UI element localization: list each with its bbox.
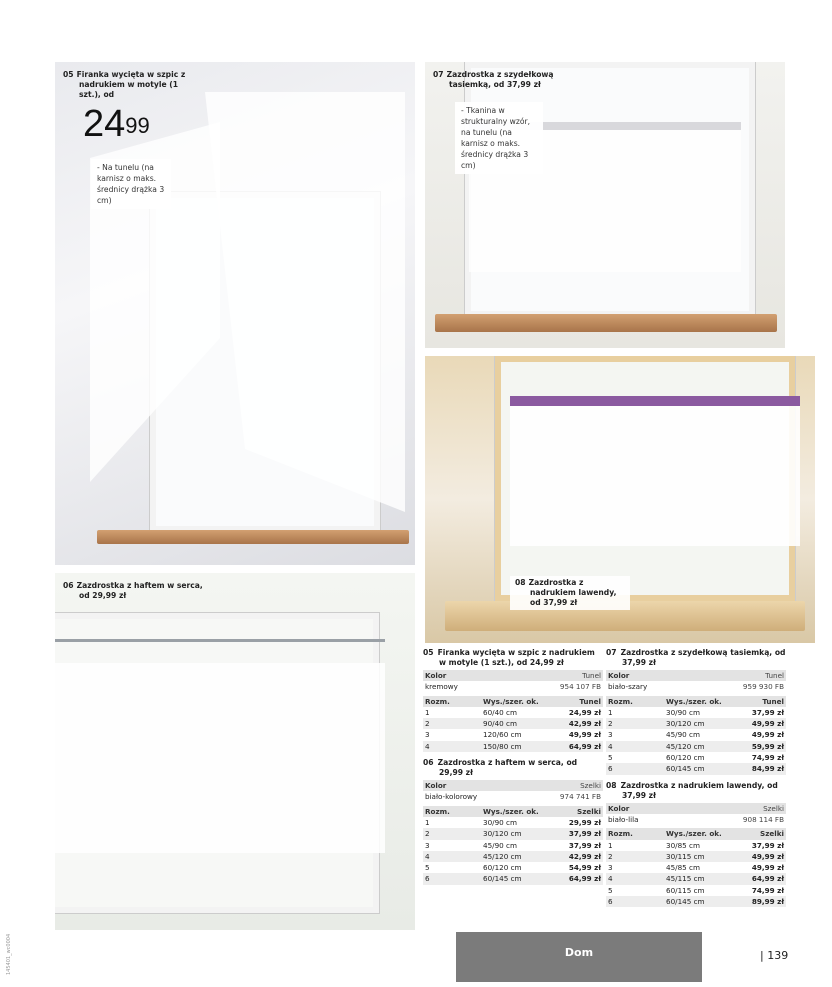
table-title (606, 781, 786, 801)
cell: 42,99 zł (568, 719, 601, 729)
cell: 60/145 cm (666, 764, 705, 774)
cell: 954 107 FB (559, 682, 601, 692)
cell: Kolor (608, 671, 630, 680)
window-sill (435, 314, 777, 332)
price-int: 24 (83, 103, 126, 145)
product-number: 07 (433, 70, 444, 79)
table-row (423, 718, 603, 729)
cell: 3 (425, 840, 430, 850)
color-header-row (423, 780, 603, 791)
cell: Wys./szer. ok. (666, 696, 722, 706)
product-number: 06 (423, 758, 434, 768)
table-row (606, 840, 786, 851)
product-number: 08 (515, 578, 526, 587)
cell: 60/120 cm (666, 753, 705, 763)
cell: 2 (425, 829, 430, 839)
size-header-row (423, 806, 603, 817)
table-title (423, 758, 603, 778)
cell: 974 741 FB (559, 792, 601, 802)
product-number: 08 (606, 780, 617, 790)
product-title: Zazdrostka z nadrukiem lawendy, od 37,99 zł (620, 780, 778, 800)
table-title (423, 648, 603, 668)
cell (483, 780, 531, 791)
cell: 6 (608, 897, 613, 907)
cell: 1 (425, 817, 430, 827)
table-row (423, 862, 603, 873)
cell: 60/145 cm (483, 874, 522, 884)
cell (666, 803, 714, 814)
product-title: Firanka wycięta w szpic z nadrukiem w motyle (1 szt.), od (76, 70, 186, 99)
size-header-row (606, 696, 786, 707)
cell: 1 (425, 707, 430, 717)
color-row (423, 791, 603, 802)
cell: Tunel (762, 696, 784, 706)
cell: biało-lila (608, 814, 639, 824)
cell: 2 (608, 851, 613, 861)
window-sill (97, 530, 409, 544)
table-row (423, 840, 603, 851)
color-header-row (606, 803, 786, 814)
cell: 49,99 zł (751, 851, 784, 861)
product-photo-08 (425, 356, 815, 643)
color-header-row (423, 670, 603, 681)
table-row (606, 707, 786, 718)
cell: 49,99 zł (568, 730, 601, 740)
cell: 60/120 cm (483, 863, 522, 873)
cell: 60/40 cm (483, 707, 517, 717)
cell: 6 (425, 874, 430, 884)
cell: 37,99 zł (568, 829, 601, 839)
cell: Tunel (579, 696, 601, 706)
cell: 150/80 cm (483, 741, 522, 751)
curtain-rod (55, 639, 385, 642)
catalog-code: 145401_wc0004 (6, 933, 12, 975)
cell: Wys./szer. ok. (483, 806, 539, 816)
cell: Rozm. (425, 696, 450, 706)
cell: 74,99 zł (751, 885, 784, 895)
section-tab: Dom (456, 932, 702, 982)
cell: 30/85 cm (666, 840, 700, 850)
product-title: Zazdrostka z szydełkową tasiemką, od 37,99 zł (620, 648, 786, 667)
cell: 30/120 cm (666, 719, 705, 729)
cell: 29,99 zł (568, 817, 601, 827)
cell: 24,99 zł (568, 707, 601, 717)
product-number: 06 (63, 581, 74, 590)
cell: 30/120 cm (483, 829, 522, 839)
cell (666, 681, 714, 692)
product-title: Zazdrostka z haftem w serca, od 29,99 zł (76, 581, 203, 600)
product-title: Firanka wycięta w szpic z nadrukiem w motyle (1 szt.), od 24,99 zł (437, 648, 595, 667)
cell: 54,99 zł (568, 863, 601, 873)
cell: 45/120 cm (483, 851, 522, 861)
cell: 5 (425, 863, 430, 873)
cell: 1 (608, 840, 613, 850)
product-number: 07 (606, 648, 617, 657)
cell: 45/90 cm (483, 840, 517, 850)
cell: 64,99 zł (751, 874, 784, 884)
cell: 49,99 zł (751, 863, 784, 873)
cell: 49,99 zł (751, 730, 784, 740)
table-row (606, 873, 786, 884)
cell: 49,99 zł (751, 719, 784, 729)
product-photo-07 (425, 62, 785, 348)
cell: biało-szary (608, 682, 648, 692)
product-note: - Tkanina w strukturalny wzór, na tunelu (na karnisz o maks. średnicy drążka 3 cm) (455, 102, 543, 174)
cell: 45/85 cm (666, 863, 700, 873)
price-dec: 99 (125, 113, 150, 138)
color-row (423, 681, 603, 692)
cell: 3 (425, 730, 430, 740)
page-number: | 139 (760, 949, 789, 962)
cell: Tunel (582, 671, 601, 680)
price-table-08 (606, 781, 786, 908)
price-column-left (423, 648, 603, 891)
cell: 908 114 FB (742, 814, 784, 824)
cell (483, 670, 531, 681)
cell: 2 (608, 719, 613, 729)
cell: 37,99 zł (568, 840, 601, 850)
cell: Szelki (577, 806, 601, 816)
product-title: Zazdrostka z haftem w serca, od 29,99 zł (437, 758, 578, 778)
table-row (423, 729, 603, 740)
color-header-row (606, 670, 786, 681)
cell (666, 814, 714, 825)
price-table-05 (423, 648, 603, 752)
cell: 89,99 zł (751, 897, 784, 907)
cell: 60/145 cm (666, 897, 705, 907)
product-photo-05 (55, 62, 415, 565)
table-row (606, 763, 786, 774)
product-label-06 (63, 581, 203, 601)
cell: Szelki (580, 781, 601, 791)
cell: 45/90 cm (666, 730, 700, 740)
cell (483, 791, 531, 802)
curtain (510, 396, 800, 546)
cell: Rozm. (425, 806, 450, 816)
cell: Kolor (425, 671, 447, 680)
cell: 45/120 cm (666, 741, 705, 751)
cell: 64,99 zł (568, 741, 601, 751)
product-label-08 (510, 576, 630, 610)
cell: 30/90 cm (483, 817, 517, 827)
size-header-row (606, 828, 786, 839)
color-row (606, 814, 786, 825)
cell: 45/115 cm (666, 874, 705, 884)
table-row (606, 752, 786, 763)
cell: 5 (608, 753, 613, 763)
cell: 60/115 cm (666, 885, 705, 895)
product-label-05 (63, 70, 193, 100)
cell: Szelki (760, 829, 784, 839)
cell: 1 (608, 707, 613, 717)
product-title: Zazdrostka z szydełkową tasiemką, od 37,99 zł (446, 70, 554, 89)
table-row (423, 873, 603, 884)
price (83, 104, 150, 144)
product-note: - Na tunelu (na karnisz o maks. średnicy drążka 3 cm) (91, 159, 171, 209)
cell: 90/40 cm (483, 719, 517, 729)
table-row (423, 741, 603, 752)
cell: 3 (608, 863, 613, 873)
cell: 4 (425, 741, 430, 751)
cell: 3 (608, 730, 613, 740)
cell: 30/90 cm (666, 707, 700, 717)
cell: 6 (608, 764, 613, 774)
cell: 74,99 zł (751, 753, 784, 763)
table-row (606, 896, 786, 907)
color-row (606, 681, 786, 692)
cell: Tunel (765, 671, 784, 680)
table-row (606, 718, 786, 729)
table-row (423, 707, 603, 718)
product-number: 05 (423, 648, 434, 657)
cell (666, 670, 714, 681)
cell: 84,99 zł (751, 764, 784, 774)
product-title: Zazdrostka z nadrukiem lawendy, od 37,99 zł (528, 578, 617, 607)
price-table-07 (606, 648, 786, 775)
product-label-07 (433, 70, 583, 90)
cell: 59,99 zł (751, 741, 784, 751)
product-photo-06 (55, 573, 415, 930)
cell: 64,99 zł (568, 874, 601, 884)
table-row (606, 885, 786, 896)
table-row (423, 851, 603, 862)
cell: Kolor (425, 781, 447, 791)
table-row (423, 817, 603, 828)
price-column-right (606, 648, 786, 913)
table-row (423, 828, 603, 839)
cell: Rozm. (608, 829, 633, 839)
cell: kremowy (425, 682, 458, 692)
cell: Wys./szer. ok. (483, 696, 539, 706)
table-title (606, 648, 786, 668)
table-row (606, 862, 786, 873)
cell: 30/115 cm (666, 851, 705, 861)
cell: Szelki (763, 803, 784, 813)
cell: 5 (608, 885, 613, 895)
price-table-06 (423, 758, 603, 885)
cell: 2 (425, 719, 430, 729)
table-row (606, 851, 786, 862)
product-number: 05 (63, 70, 74, 79)
cell: Wys./szer. ok. (666, 829, 722, 839)
table-row (606, 741, 786, 752)
cell: Rozm. (608, 696, 633, 706)
cell: biało-kolorowy (425, 792, 478, 802)
cell: 4 (425, 851, 430, 861)
cell: Kolor (608, 803, 630, 813)
size-header-row (423, 696, 603, 707)
cell: 4 (608, 874, 613, 884)
cell: 37,99 zł (751, 840, 784, 850)
cell: 120/60 cm (483, 730, 522, 740)
cell (483, 681, 531, 692)
cell: 959 930 FB (742, 682, 784, 692)
curtain (55, 663, 385, 853)
cell: 37,99 zł (751, 707, 784, 717)
cell: 42,99 zł (568, 851, 601, 861)
table-row (606, 729, 786, 740)
cell: 4 (608, 741, 613, 751)
